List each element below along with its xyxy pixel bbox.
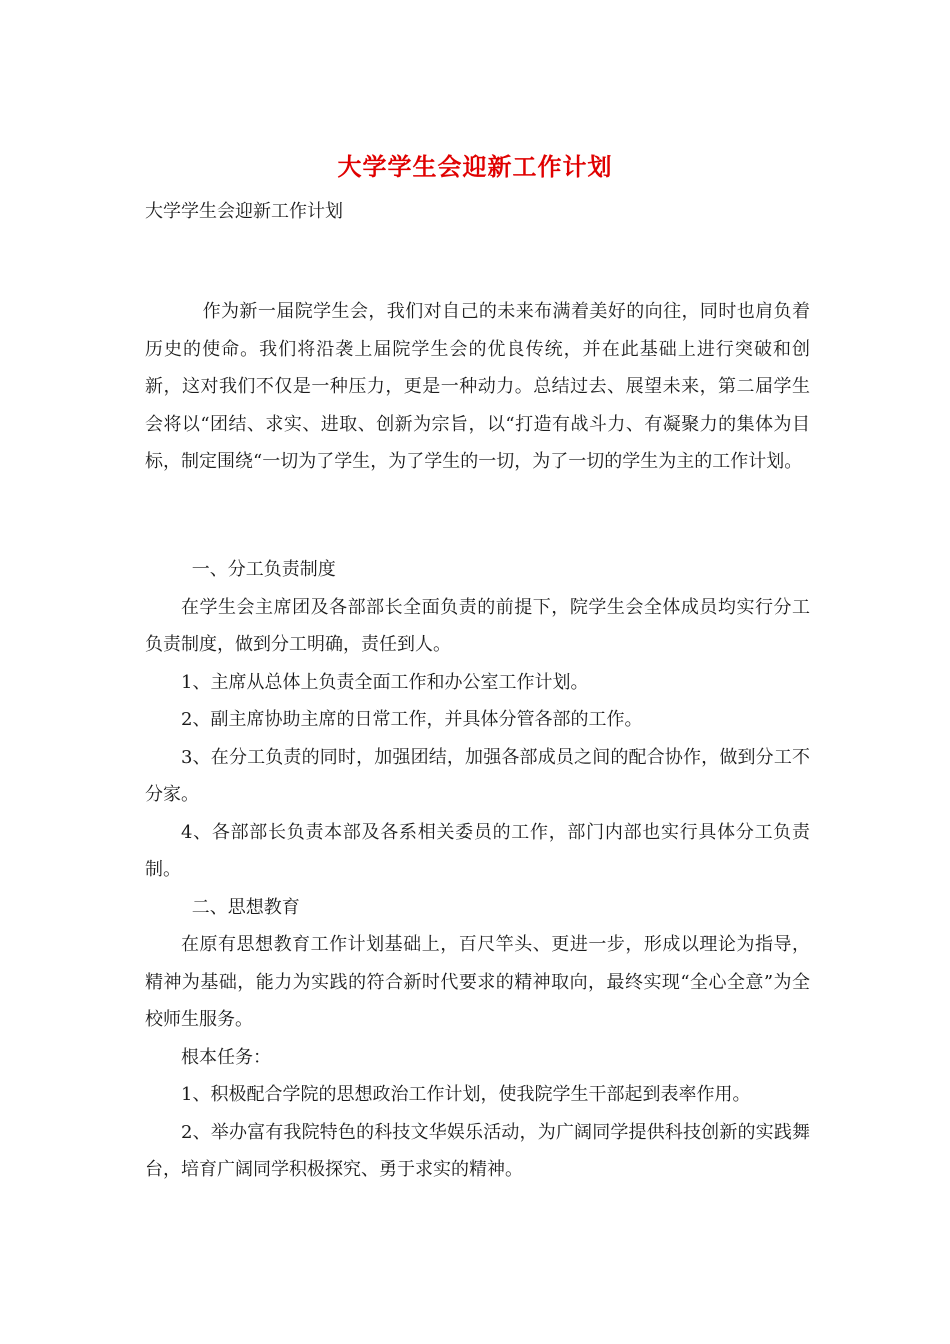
section-2-paragraph: 在原有思想教育工作计划基础上，百尺竿头、更进一步，形成以理论为指导，精神为基础，能力为实践的符合新时代要求的精神取向，最终实现“全心全意”为全校师生服务。 xyxy=(145,934,810,1030)
section-2-item: 1、积极配合学院的思想政治工作计划，使我院学生干部起到表率作用。 xyxy=(181,1084,751,1105)
intro-paragraph: 作为新一届院学生会，我们对自己的未来布满着美好的向往，同时也肩负着历史的使命。我们将沿袭上届院学生会的优良传统，并在此基础上进行突破和创新，这对我们不仅是一种压力，更是一种动力。总结过去、展望未来，第二届学生会将以“团结、求实、进取、创新为宗旨，以“打造有战斗力、有凝聚力的集体为目标，制定围绕“一切为了学生，为了学生的一切，为了一切的学生为主的工作计划。 xyxy=(145,301,810,472)
section-1-item: 1、主席从总体上负责全面工作和办公室工作计划。 xyxy=(181,671,589,693)
section-2-task-label: 根本任务： xyxy=(181,1046,271,1068)
section-1-item: 4、各部部长负责本部及各系相关委员的工作，部门内部也实行具体分工负责制。 xyxy=(145,821,810,880)
document-subtitle: 大学学生会迎新工作计划 xyxy=(145,201,343,222)
sections-block xyxy=(145,551,810,1189)
section-1-item: 3、在分工负责的同时，加强团结，加强各部成员之间的配合协作，做到分工不分家。 xyxy=(145,746,810,805)
document-title: 大学学生会迎新工作计划 xyxy=(337,152,613,181)
section-1-heading: 一、分工负责制度 xyxy=(191,559,336,580)
section-1-paragraph: 在学生会主席团及各部部长全面负责的前提下，院学生会全体成员均实行分工负责制度，做到分工明确，责任到人。 xyxy=(145,596,810,655)
section-2-item: 2、举办富有我院特色的科技文华娱乐活动，为广阔同学提供科技创新的实践舞台，培育广阔同学积极探究、勇于求实的精神。 xyxy=(145,1121,810,1180)
section-2-heading: 二、思想教育 xyxy=(191,896,300,918)
section-1-item: 2、副主席协助主席的日常工作，并具体分管各部的工作。 xyxy=(181,709,643,730)
intro-block xyxy=(145,293,810,481)
